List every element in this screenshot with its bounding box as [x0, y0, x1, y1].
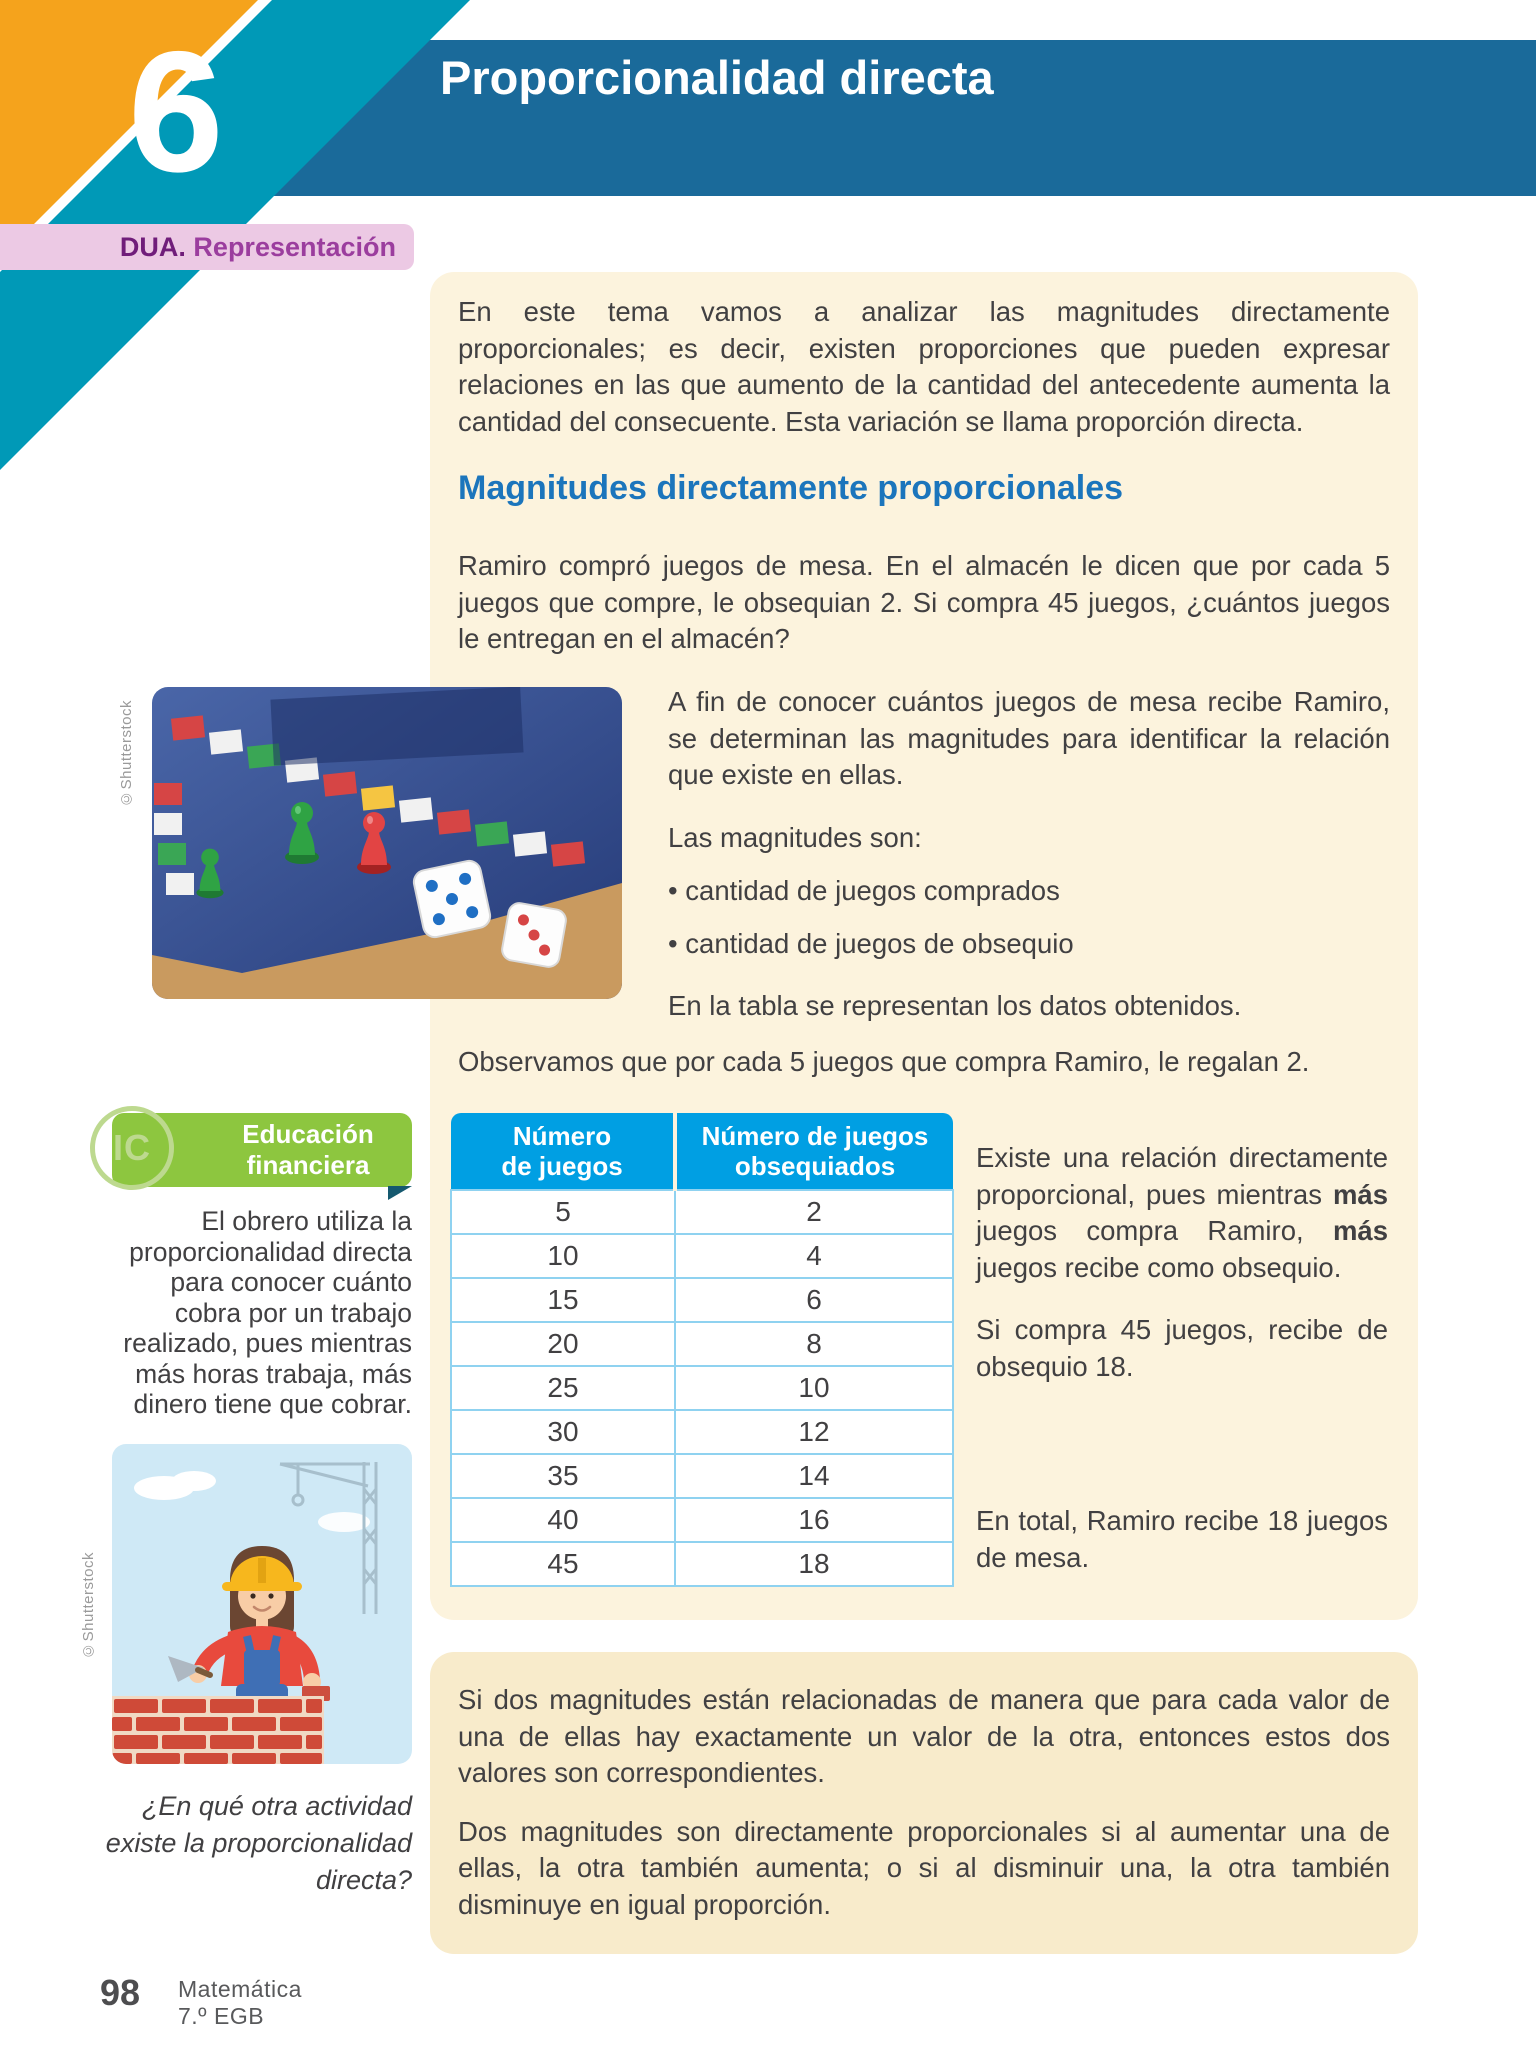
emphasis-mas: más — [1332, 1215, 1388, 1246]
analysis-paragraph-3: En total, Ramiro recibe 18 juegos de mesa. — [976, 1505, 1388, 1573]
definition-box — [430, 1652, 1418, 1954]
table-cell: 12 — [675, 1410, 953, 1454]
table-header-juegos: Número de juegos — [451, 1113, 675, 1190]
bullet-item: • cantidad de juegos comprados — [668, 872, 1390, 909]
explanation-column — [668, 684, 1390, 1025]
dua-label: DUA. — [119, 232, 186, 262]
die-red — [500, 901, 567, 968]
table-row — [451, 1410, 953, 1454]
sidebar-paragraph: El obrero utiliza la proporcionalidad directa para conocer cuánto cobra por un trabajo realizado, pues mientras más horas trabaja, más dinero tiene que cobrar. — [123, 1206, 412, 1419]
table-cell: 10 — [675, 1366, 953, 1410]
table-cell: 30 — [451, 1410, 675, 1454]
table-cell: 40 — [451, 1498, 675, 1542]
table-cell: 20 — [451, 1322, 675, 1366]
ic-badge-icon: IC — [90, 1106, 174, 1190]
financial-education-title: Educación financiera — [242, 1119, 374, 1180]
table-row — [451, 1366, 953, 1410]
definition-paragraph-2: Dos magnitudes son directamente proporcionales si al aumentar una de ellas, la otra también aumenta; o si al disminuir una, la otra también disminuye en igual proporción. — [458, 1815, 1390, 1920]
board-game-illustration — [152, 687, 622, 999]
sidebar-question: ¿En qué otra actividad existe la proporcionalidad directa? — [105, 1791, 412, 1895]
table-row — [451, 1278, 953, 1322]
table-row — [451, 1234, 953, 1278]
ribbon-fold — [388, 1186, 412, 1200]
table-header-row — [451, 1113, 953, 1190]
table-row — [451, 1454, 953, 1498]
section-heading: Magnitudes directamente proporcionales — [458, 469, 1124, 507]
chapter-number: 6 — [128, 16, 224, 208]
definition-paragraph-1: Si dos magnitudes están relacionadas de manera que para cada valor de una de ellas hay exactamente un valor de la otra, entonces estos dos valores son correspondientes. — [458, 1684, 1390, 1788]
table-cell: 35 — [451, 1454, 675, 1498]
page-number: 98 — [100, 1972, 141, 2013]
dua-subtitle: Representación — [185, 232, 396, 262]
observation-paragraph: Observamos que por cada 5 juegos que compra Ramiro, le regalan 2. — [458, 1046, 1310, 1077]
table-header-obsequiados: Número de juegos obsequiados — [675, 1113, 953, 1190]
brick-wall — [112, 1696, 324, 1764]
photo-credit: ©Shutterstock — [118, 700, 135, 807]
table-row — [451, 1190, 953, 1234]
magnitudes-label: Las magnitudes son: — [668, 821, 922, 853]
table-cell: 16 — [675, 1498, 953, 1542]
worker-illustration — [112, 1444, 412, 1764]
table-note: En la tabla se representan los datos obtenidos. — [668, 990, 1242, 1021]
table-cell: 5 — [451, 1190, 675, 1234]
construction-worker-illustration — [112, 1444, 412, 1764]
table-row — [451, 1542, 953, 1586]
problem-paragraph: Ramiro compró juegos de mesa. En el almacén le dicen que por cada 5 juegos que compre, le obsequian 2. Si compra 45 juegos, ¿cuántos juegos le entregan en el almacén? — [458, 550, 1390, 654]
book-title: Matemática 7.º EGB — [178, 1976, 302, 2029]
table-cell: 25 — [451, 1366, 675, 1410]
bullet-item: • cantidad de juegos de obsequio — [668, 925, 1390, 962]
table-cell: 45 — [451, 1542, 675, 1586]
table-row — [451, 1322, 953, 1366]
illustration-credit: ©Shutterstock — [80, 1552, 97, 1659]
table-cell: 18 — [675, 1542, 953, 1586]
proportion-table — [450, 1113, 954, 1587]
analysis-paragraph-1: Existe una relación directamente proporcional, pues mientras más juegos compra Ramiro, más juegos recibe como obsequio. — [976, 1142, 1388, 1283]
die-blue — [412, 859, 493, 940]
table-cell: 15 — [451, 1278, 675, 1322]
table-cell: 2 — [675, 1190, 953, 1234]
emphasis-mas: más — [1332, 1178, 1388, 1210]
table-cell: 10 — [451, 1234, 675, 1278]
table-cell: 14 — [675, 1454, 953, 1498]
analysis-paragraph-2: Si compra 45 juegos, recibe de obsequio 18. — [976, 1314, 1388, 1382]
table-cell: 6 — [675, 1278, 953, 1322]
explanation-paragraph: A fin de conocer cuántos juegos de mesa recibe Ramiro, se determinan las magnitudes para identificar la relación que existe en ellas. — [668, 686, 1390, 790]
board-game-photo — [152, 687, 622, 999]
analysis-column — [976, 1140, 1388, 1576]
intro-paragraph: En este tema vamos a analizar las magnitudes directamente proporcionales; es decir, existen proporciones que pueden expresar relaciones en las que aumento de la cantidad del antecedente aumenta la cantidad del consecuente. Esta variación se llama proporción directa. — [458, 296, 1390, 437]
table-cell: 4 — [675, 1234, 953, 1278]
table-cell: 8 — [675, 1322, 953, 1366]
table-row — [451, 1498, 953, 1542]
page-title: Proporcionalidad directa — [440, 51, 994, 104]
dua-banner — [0, 224, 414, 270]
